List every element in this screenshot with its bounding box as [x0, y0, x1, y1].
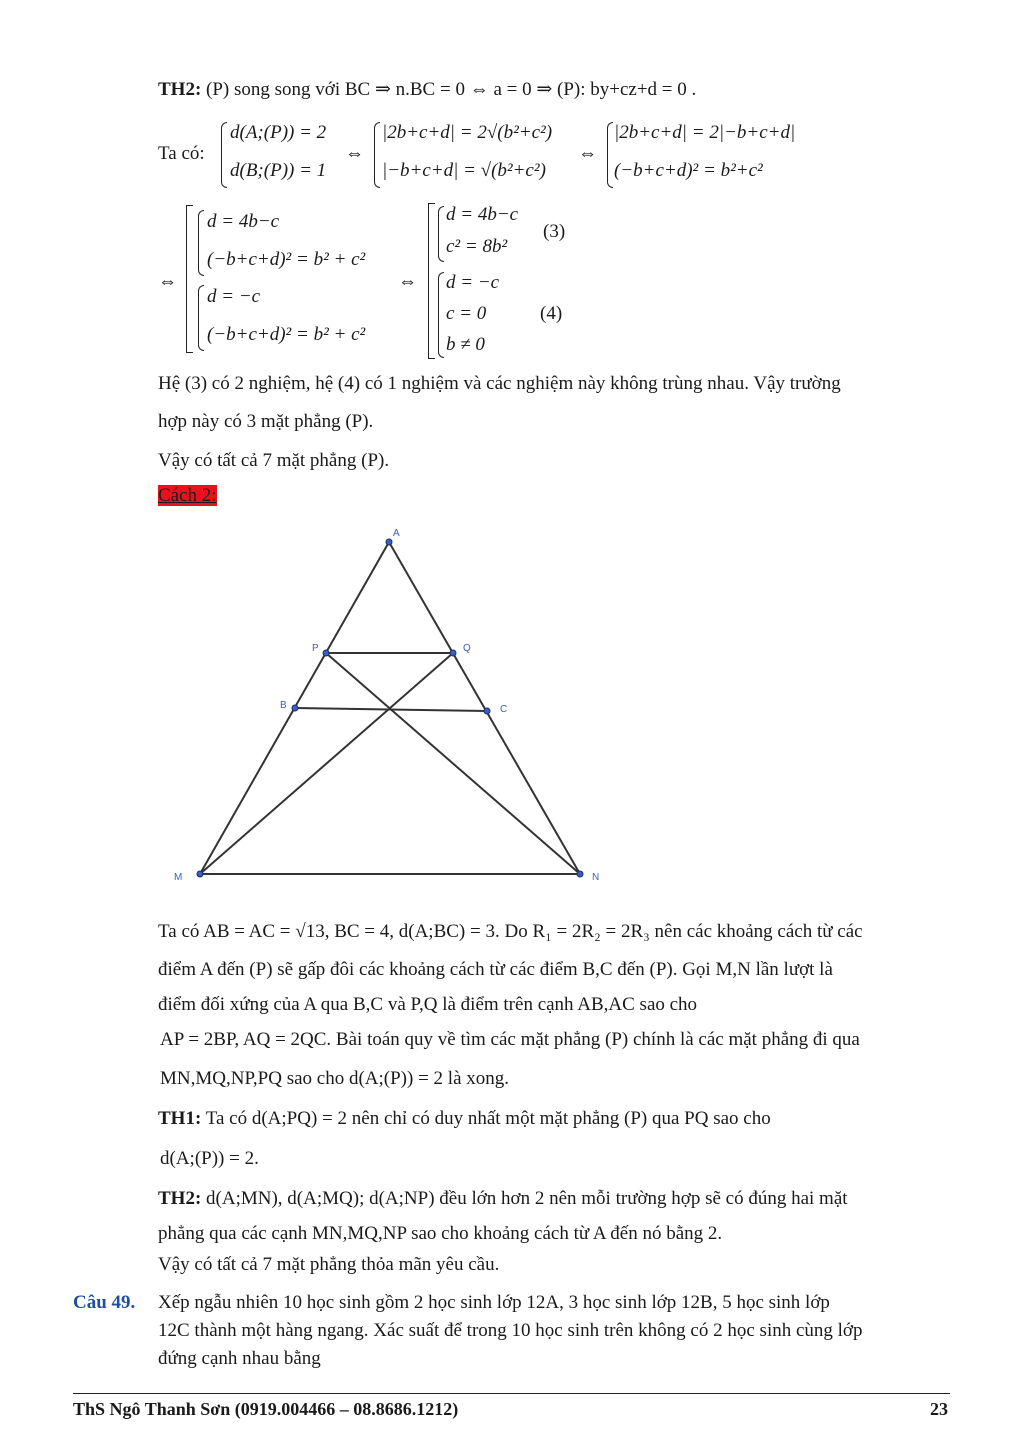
para-3: Vậy có tất cả 7 mặt phẳng (P).: [158, 450, 390, 471]
cach2-highlight: Cách 2:: [158, 485, 217, 506]
brace-sys3: [607, 122, 613, 188]
th2b-text: d(A;MN), d(A;MQ); d(A;NP) đều lớn hơn 2 nên mỗi trường hợp sẽ có đúng hai mặt: [206, 1188, 848, 1209]
right-a-eq1: d = 4b−c: [446, 204, 519, 225]
cau49-line-1: Xếp ngẫu nhiên 10 học sinh gồm 2 học sinh lớp 12A, 3 học sinh lớp 12B, 5 học sinh lớp: [158, 1292, 830, 1313]
sys1-eq1: d(A;(P)) = 2: [230, 122, 327, 143]
point-A: [386, 539, 392, 545]
bracket-right: [428, 203, 435, 359]
cau49-line-2: 12C thành một hàng ngang. Xác suất để trong 10 học sinh trên không có 2 học sinh cùng lớp: [158, 1320, 863, 1341]
left-a-eq2: (−b+c+d)² = b² + c²: [207, 249, 366, 270]
bracket-left: [186, 205, 193, 353]
body-line-5: MN,MQ,NP,PQ sao cho d(A;(P)) = 2 là xong.: [160, 1068, 510, 1089]
th1-line: [158, 1107, 771, 1131]
body-line-4: AP = 2BP, AQ = 2QC. Bài toán quy về tìm các mặt phẳng (P) chính là các mặt phẳng đi qua: [160, 1029, 860, 1050]
body-line-1: Ta có AB = AC = √13, BC = 4, d(A;BC) = 3. Do R₁ = 2R₂ = 2R₃ nên các khoảng cách từ các: [158, 921, 863, 942]
tag-3: (3): [543, 221, 566, 242]
sys2-eq1: |2b+c+d| = 2√(b²+c²): [382, 122, 553, 143]
body-line-3: điểm đối xứng của A qua B,C và P,Q là điểm trên cạnh AB,AC sao cho: [158, 994, 698, 1015]
equiv-1: ⇔: [345, 143, 364, 164]
cach2-heading: [158, 484, 217, 508]
point-N: [577, 871, 583, 877]
right-b-eq2: c = 0: [446, 303, 487, 324]
label-N: N: [592, 872, 600, 883]
equiv-3: ⇔: [158, 271, 177, 292]
th1-text: Ta có d(A;PQ) = 2 nên chỉ có duy nhất một mặt phẳng (P) qua PQ sao cho: [205, 1108, 771, 1129]
left-a-eq1: d = 4b−c: [207, 211, 280, 232]
point-Q: [450, 650, 456, 656]
sys2-eq2: |−b+c+d| = √(b²+c²): [382, 160, 546, 181]
point-M: [197, 871, 203, 877]
brace-left-b: [198, 285, 204, 351]
footer-page-number: 23: [930, 1399, 948, 1419]
brace-sys2: [374, 122, 380, 188]
label-Q: Q: [463, 643, 471, 654]
point-P: [323, 650, 329, 656]
th1-cont: d(A;(P)) = 2.: [160, 1148, 259, 1169]
brace-left-a: [198, 210, 204, 276]
right-b-eq1: d = −c: [446, 272, 500, 293]
cau49-line-3: đứng cạnh nhau bằng: [158, 1348, 321, 1369]
footer-author: ThS Ngô Thanh Sơn (0919.004466 – 08.8686.1212): [73, 1399, 459, 1419]
edge-PN: [326, 653, 580, 874]
point-C: [484, 708, 490, 714]
th2-label: TH2:: [158, 79, 202, 100]
edge-MQ: [200, 653, 453, 874]
label-C: C: [500, 704, 508, 715]
equiv-2: ⇔: [578, 143, 597, 164]
geometry-figure: [160, 520, 620, 890]
th2b-line: [158, 1187, 848, 1211]
brace-right-a: [438, 206, 444, 262]
cau49-label: Câu 49.: [73, 1292, 136, 1313]
right-a-eq2: c² = 8b²: [446, 236, 508, 257]
edge-AN: [389, 542, 580, 874]
conclusion: Vậy có tất cả 7 mặt phẳng thỏa mãn yêu cầu.: [158, 1254, 500, 1275]
ta-co-label: Ta có:: [158, 143, 205, 164]
footer-rule: [73, 1393, 950, 1394]
label-B: B: [280, 700, 287, 711]
th2b-label: TH2:: [158, 1188, 202, 1209]
equiv-4: ⇔: [398, 271, 417, 292]
sys3-eq2: (−b+c+d)² = b²+c²: [614, 160, 763, 181]
th2-statement: (P) song song với BC ⇒ n.BC = 0 ⇔ a = 0 ⇒ (P): by+cz+d = 0 .: [206, 79, 697, 100]
sys3-eq1: |2b+c+d| = 2|−b+c+d|: [614, 122, 796, 143]
label-P: P: [312, 643, 319, 654]
left-b-eq2: (−b+c+d)² = b² + c²: [207, 324, 366, 345]
para-1: Hệ (3) có 2 nghiệm, hệ (4) có 1 nghiệm và các nghiệm này không trùng nhau. Vậy trường: [158, 373, 841, 394]
tag-4: (4): [540, 303, 563, 324]
th2-top-line: [158, 78, 696, 102]
right-b-eq3: b ≠ 0: [446, 334, 485, 355]
label-M: M: [174, 872, 183, 883]
brace-right-b: [438, 272, 444, 358]
th2b-cont: phẳng qua các cạnh MN,MQ,NP sao cho khoảng cách từ A đến nó bằng 2.: [158, 1223, 723, 1244]
point-B: [292, 705, 298, 711]
brace-sys1: [221, 122, 227, 188]
th1-label: TH1:: [158, 1108, 202, 1129]
para-2: hợp này có 3 mặt phẳng (P).: [158, 411, 374, 432]
label-A: A: [393, 528, 400, 539]
body-line-2: điểm A đến (P) sẽ gấp đôi các khoảng cách từ các điểm B,C đến (P). Gọi M,N lần lượt là: [158, 959, 833, 980]
left-b-eq1: d = −c: [207, 286, 261, 307]
sys1-eq2: d(B;(P)) = 1: [230, 160, 327, 181]
